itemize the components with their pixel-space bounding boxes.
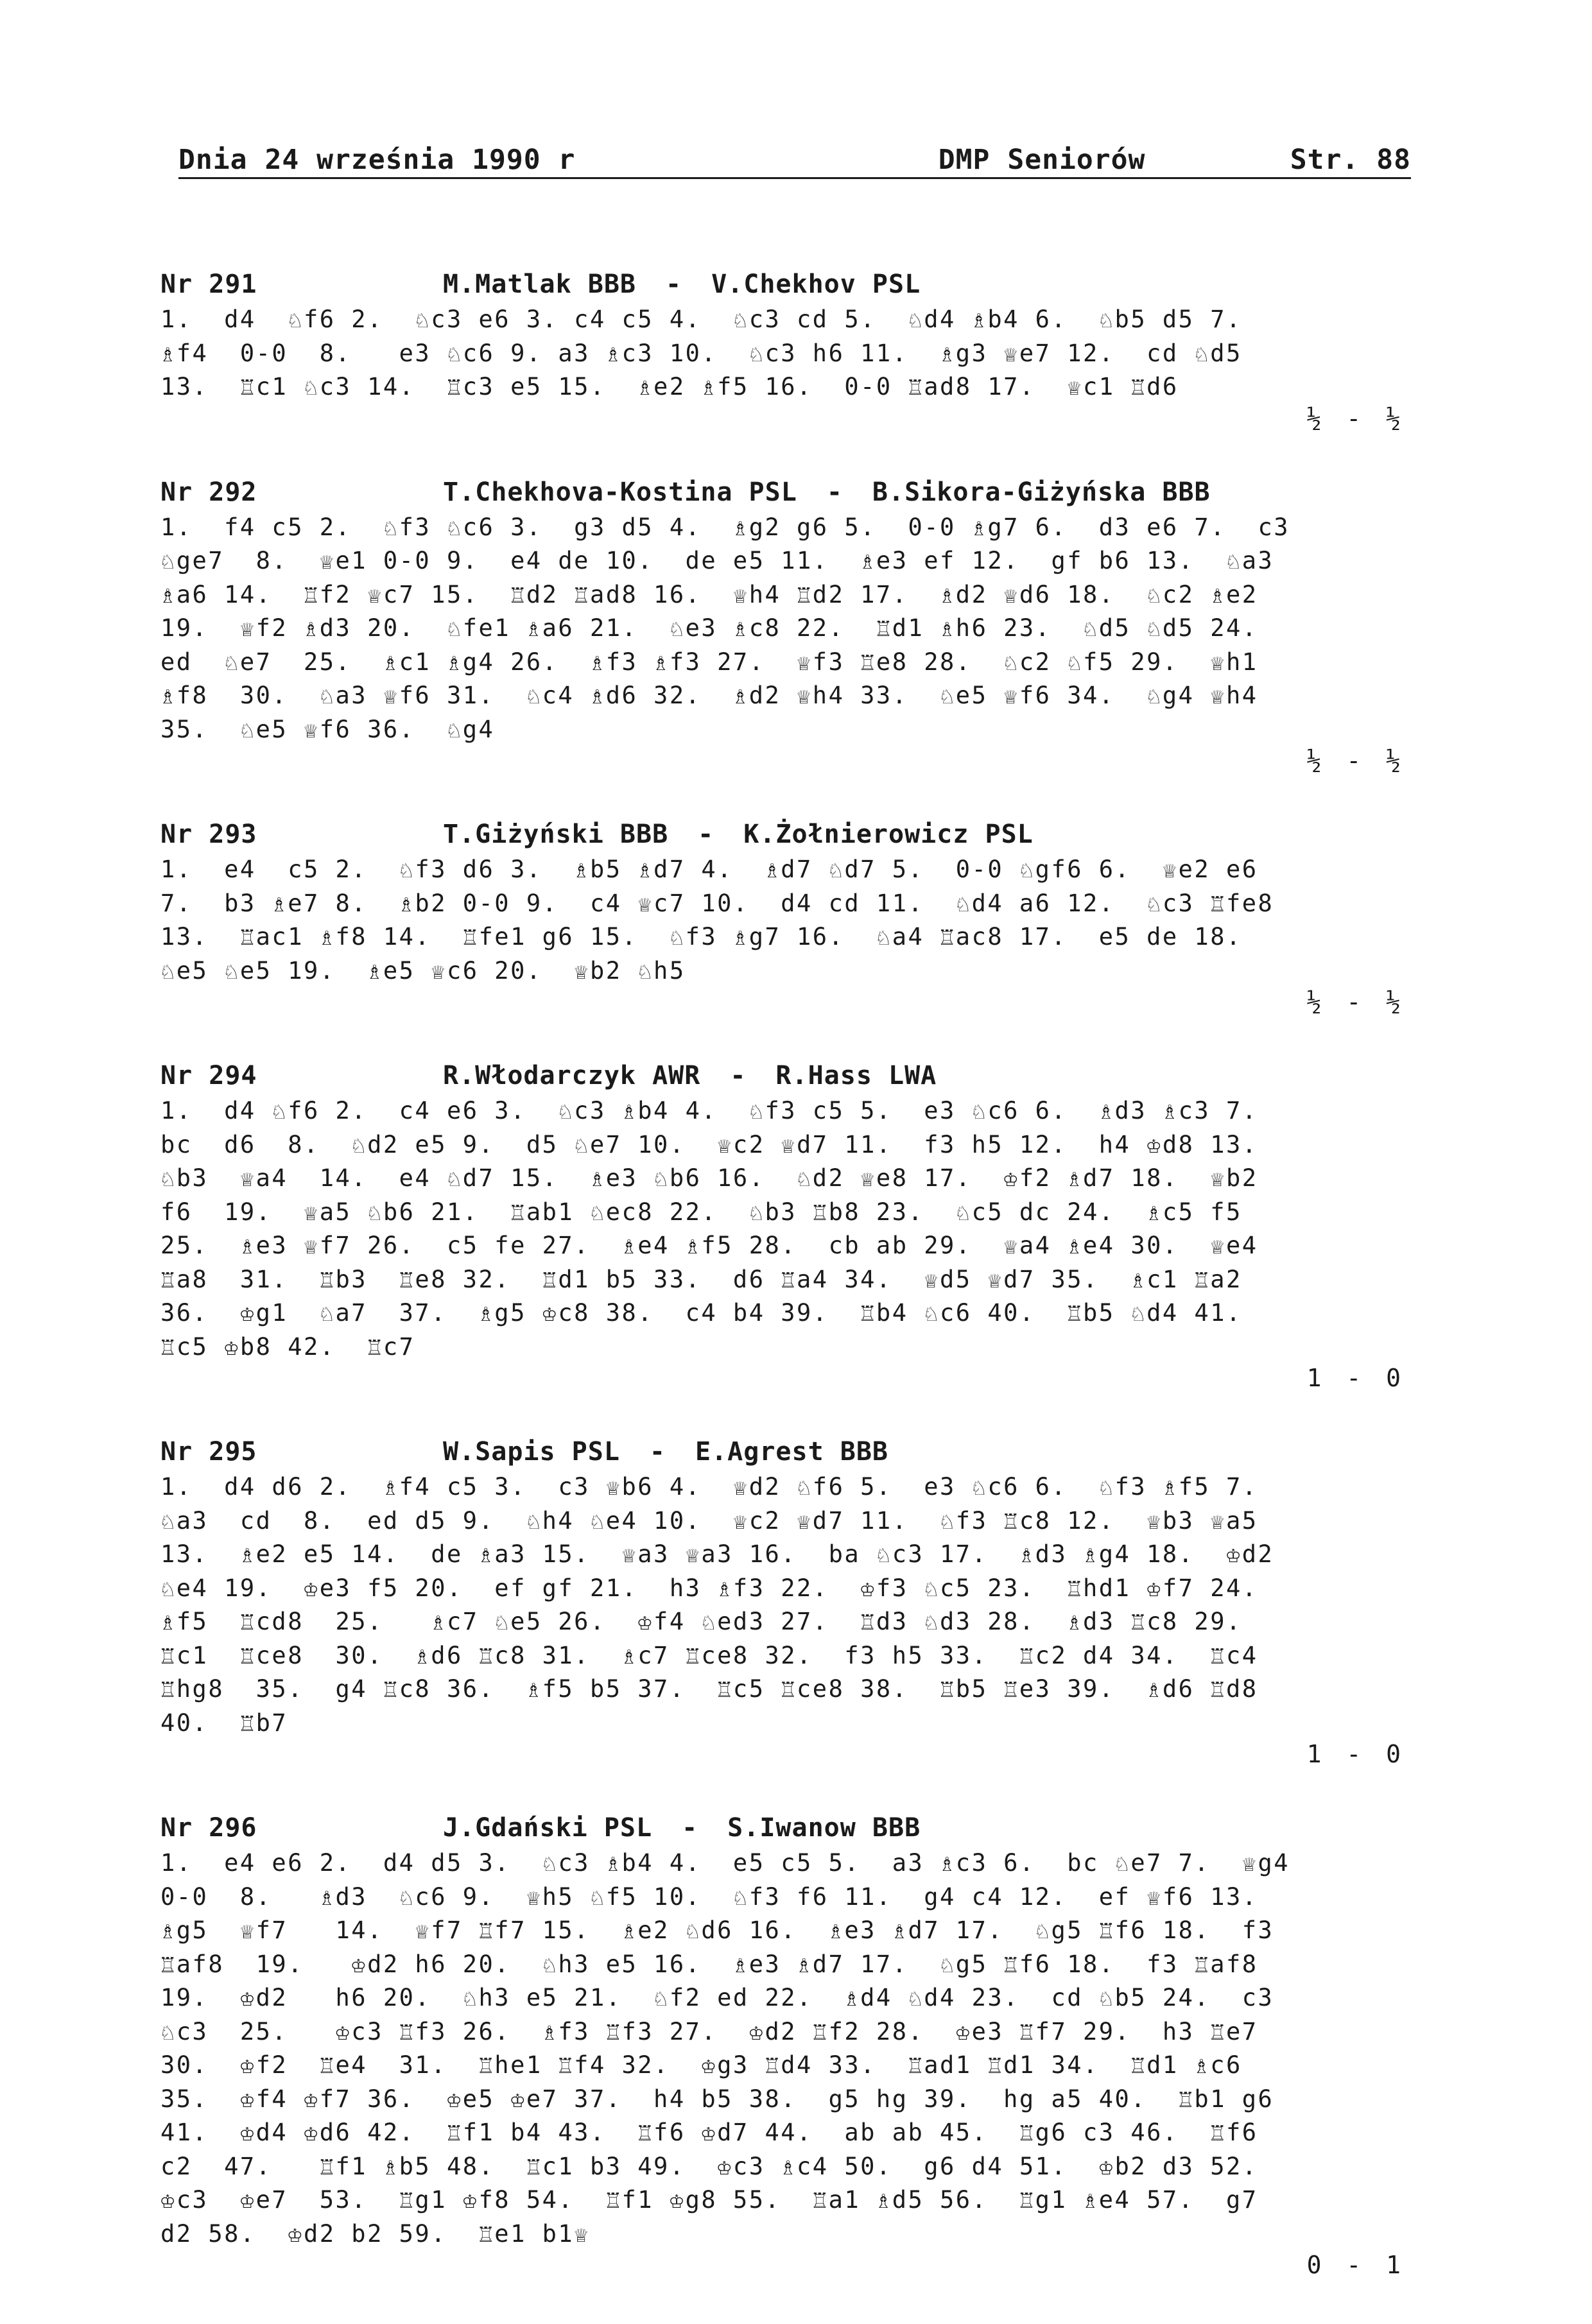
players-separator: -	[730, 1061, 747, 1090]
black-player: K.Żołnierowicz PSL	[743, 820, 1034, 849]
players-separator: -	[665, 270, 682, 299]
header-date: Dnia 24 września 1990 r	[178, 144, 576, 176]
players-separator: -	[698, 820, 714, 849]
result-line	[160, 1740, 1419, 1768]
game-moves: 1. d4 ♘f6 2. ♘c3 e6 3. c4 c5 4. ♘c3 cd 5. ♘d4 ♗b4 6. ♘b5 d5 7. ♗f4 0-0 8. e3 ♘c6 9. a3 ♗c3 10. ♘c3 h6 11. ♗g3 ♕e7 12. cd ♘d5 13. ♖c1 ♘c3 14. ♖c3 e5 15. ♗e2 ♗f5 16. 0-0 ♖ad8 17. ♕c1 ♖d6	[160, 306, 1242, 400]
black-player: S.Iwanow BBB	[727, 1813, 921, 1843]
game-number: Nr 295	[160, 1437, 257, 1467]
header-page-number: Str. 88	[1290, 144, 1411, 176]
players-separator: -	[682, 1813, 698, 1843]
game-result: 1 - 0	[1306, 1364, 1406, 1392]
white-player: M.Matlak BBB	[443, 270, 636, 299]
game-number: Nr 296	[160, 1813, 257, 1843]
game-moves: 1. e4 e6 2. d4 d5 3. ♘c3 ♗b4 4. e5 c5 5. a3 ♗c3 6. bc ♘e7 7. ♕g4 0-0 8. ♗d3 ♘c6 9. ♕h5 ♘f5 10. ♘f3 f6 11. g4 c4 12. ef ♕f6 13. ♗g5 ♕f7 14. ♕f7 ♖f7 15. ♗e2 ♘d6 16. ♗e3 ♗d7 17. ♘g5 ♖f6 18. f3 ♖af8 19. ♔d2 h6 20. ♘h3 e5 16. ♗e3 ♗d7 17. ♘g5 ♖f6 18. f3 ♖af8 19. ♔d2 h6 20. ♘h3 e5 21. ♘f2 ed 22. ♗d4 ♘d4 23. cd ♘b5 24. c3 ♘c3 25. ♔c3 ♖f3 26. ♗f3 ♖f3 27. ♔d2 ♖f2 28. ♔e3 ♖f7 29. h3 ♖e7 30. ♔f2 ♖e4 31. ♖he1 ♖f4 32. ♔g3 ♖d4 33. ♖ad1 ♖d1 34. ♖d1 ♗c6 35. ♔f4 ♔f7 36. ♔e5 ♔e7 37. h4 b5 38. g5 hg 39. hg a5 40. ♖b1 g6 41. ♔d4 ♔d6 42. ♖f1 b4 43. ♖f6 ♔d7 44. ab ab 45. ♖g6 c3 46. ♖f6 c2 47. ♖f1 ♗b5 48. ♖c1 b3 49. ♔c3 ♗c4 50. g6 d4 51. ♔b2 d3 52. ♔c3 ♔e7 53. ♖g1 ♔f8 54. ♖f1 ♔g8 55. ♖a1 ♗d5 56. ♖g1 ♗e4 57. g7 d2 58. ♔d2 b2 59. ♖e1 b1♕	[160, 1849, 1290, 2248]
white-player: R.Włodarczyk AWR	[443, 1061, 701, 1090]
result-line	[160, 2251, 1419, 2279]
game-title	[160, 820, 1419, 849]
game-title	[160, 1061, 1419, 1090]
game-moves: 1. f4 c5 2. ♘f3 ♘c6 3. g3 d5 4. ♗g2 g6 5. 0-0 ♗g7 6. d3 e6 7. c3 ♘ge7 8. ♕e1 0-0 9. e4 de 10. de e5 11. ♗e3 ef 12. gf b6 13. ♘a3 ♗a6 14. ♖f2 ♕c7 15. ♖d2 ♖ad8 16. ♕h4 ♖d2 17. ♗d2 ♕d6 18. ♘c2 ♗e2 19. ♕f2 ♗d3 20. ♘fe1 ♗a6 21. ♘e3 ♗c8 22. ♖d1 ♗h6 23. ♘d5 ♘d5 24. ed ♘e7 25. ♗c1 ♗g4 26. ♗f3 ♗f3 27. ♕f3 ♖e8 28. ♘c2 ♘f5 29. ♕h1 ♗f8 30. ♘a3 ♕f6 31. ♘c4 ♗d6 32. ♗d2 ♕h4 33. ♘e5 ♕f6 34. ♘g4 ♕h4 35. ♘e5 ♕f6 36. ♘g4	[160, 513, 1290, 743]
game-entry	[160, 270, 1419, 433]
black-player: R.Hass LWA	[775, 1061, 937, 1090]
game-result: ½ - ½	[1306, 988, 1406, 1016]
game-result: 0 - 1	[1306, 2251, 1406, 2279]
black-player: V.Chekhov PSL	[711, 270, 921, 299]
game-number: Nr 292	[160, 477, 257, 507]
header-event: DMP Seniorów	[938, 144, 1146, 176]
players-separator: -	[649, 1437, 666, 1467]
game-title	[160, 270, 1419, 299]
game-title	[160, 1813, 1419, 1843]
game-result: 1 - 0	[1306, 1740, 1406, 1768]
black-player: B.Sikora-Giżyńska BBB	[872, 477, 1211, 507]
result-line	[160, 404, 1419, 433]
game-entry	[160, 478, 1419, 775]
white-player: T.Giżyński BBB	[443, 820, 669, 849]
game-entry	[160, 1437, 1419, 1768]
result-line	[160, 1364, 1419, 1392]
game-entry	[160, 1061, 1419, 1392]
game-moves: 1. d4 ♘f6 2. c4 e6 3. ♘c3 ♗b4 4. ♘f3 c5 5. e3 ♘c6 6. ♗d3 ♗c3 7. bc d6 8. ♘d2 e5 9. d5 ♘e7 10. ♕c2 ♕d7 11. f3 h5 12. h4 ♔d8 13. ♘b3 ♕a4 14. e4 ♘d7 15. ♗e3 ♘b6 16. ♘d2 ♕e8 17. ♔f2 ♗d7 18. ♕b2 f6 19. ♕a5 ♘b6 21. ♖ab1 ♘ec8 22. ♘b3 ♖b8 23. ♘c5 dc 24. ♗c5 f5 25. ♗e3 ♕f7 26. c5 fe 27. ♗e4 ♗f5 28. cb ab 29. ♕a4 ♗e4 30. ♕e4 ♖a8 31. ♖b3 ♖e8 32. ♖d1 b5 33. d6 ♖a4 34. ♕d5 ♕d7 35. ♗c1 ♖a2 36. ♔g1 ♘a7 37. ♗g5 ♔c8 38. c4 b4 39. ♖b4 ♘c6 40. ♖b5 ♘d4 41. ♖c5 ♔b8 42. ♖c7	[160, 1097, 1258, 1361]
game-entry	[160, 1813, 1419, 2279]
game-number: Nr 294	[160, 1061, 257, 1090]
game-moves: 1. d4 d6 2. ♗f4 c5 3. c3 ♕b6 4. ♕d2 ♘f6 5. e3 ♘c6 6. ♘f3 ♗f5 7. ♘a3 cd 8. ed d5 9. ♘h4 ♘e4 10. ♕c2 ♕d7 11. ♘f3 ♖c8 12. ♕b3 ♕a5 13. ♗e2 e5 14. de ♗a3 15. ♕a3 ♕a3 16. ba ♘c3 17. ♗d3 ♗g4 18. ♔d2 ♘e4 19. ♔e3 f5 20. ef gf 21. h3 ♗f3 22. ♔f3 ♘c5 23. ♖hd1 ♔f7 24. ♗f5 ♖cd8 25. ♗c7 ♘e5 26. ♔f4 ♘ed3 27. ♖d3 ♘d3 28. ♗d3 ♖c8 29. ♖c1 ♖ce8 30. ♗d6 ♖c8 31. ♗c7 ♖ce8 32. f3 h5 33. ♖c2 d4 34. ♖c4 ♖hg8 35. g4 ♖c8 36. ♗f5 b5 37. ♖c5 ♖ce8 38. ♖b5 ♖e3 39. ♗d6 ♖d8 40. ♖b7	[160, 1473, 1274, 1737]
black-player: E.Agrest BBB	[695, 1437, 888, 1467]
result-line	[160, 988, 1419, 1016]
game-result: ½ - ½	[1306, 746, 1406, 775]
games-list	[160, 270, 1419, 2324]
players-separator: -	[826, 477, 843, 507]
game-result: ½ - ½	[1306, 404, 1406, 433]
game-number: Nr 291	[160, 270, 257, 299]
white-player: J.Gdański PSL	[443, 1813, 653, 1843]
game-entry	[160, 820, 1419, 1016]
result-line	[160, 746, 1419, 775]
white-player: W.Sapis PSL	[443, 1437, 620, 1467]
page-header	[178, 144, 1411, 179]
white-player: T.Chekhova-Kostina PSL	[443, 477, 797, 507]
game-title	[160, 1437, 1419, 1467]
game-moves: 1. e4 c5 2. ♘f3 d6 3. ♗b5 ♗d7 4. ♗d7 ♘d7 5. 0-0 ♘gf6 6. ♕e2 e6 7. b3 ♗e7 8. ♗b2 0-0 9. c4 ♕c7 10. d4 cd 11. ♘d4 a6 12. ♘c3 ♖fe8 13. ♖ac1 ♗f8 14. ♖fe1 g6 15. ♘f3 ♗g7 16. ♘a4 ♖ac8 17. e5 de 18. ♘e5 ♘e5 19. ♗e5 ♕c6 20. ♕b2 ♘h5	[160, 856, 1274, 985]
game-title	[160, 478, 1419, 507]
game-number: Nr 293	[160, 820, 257, 849]
